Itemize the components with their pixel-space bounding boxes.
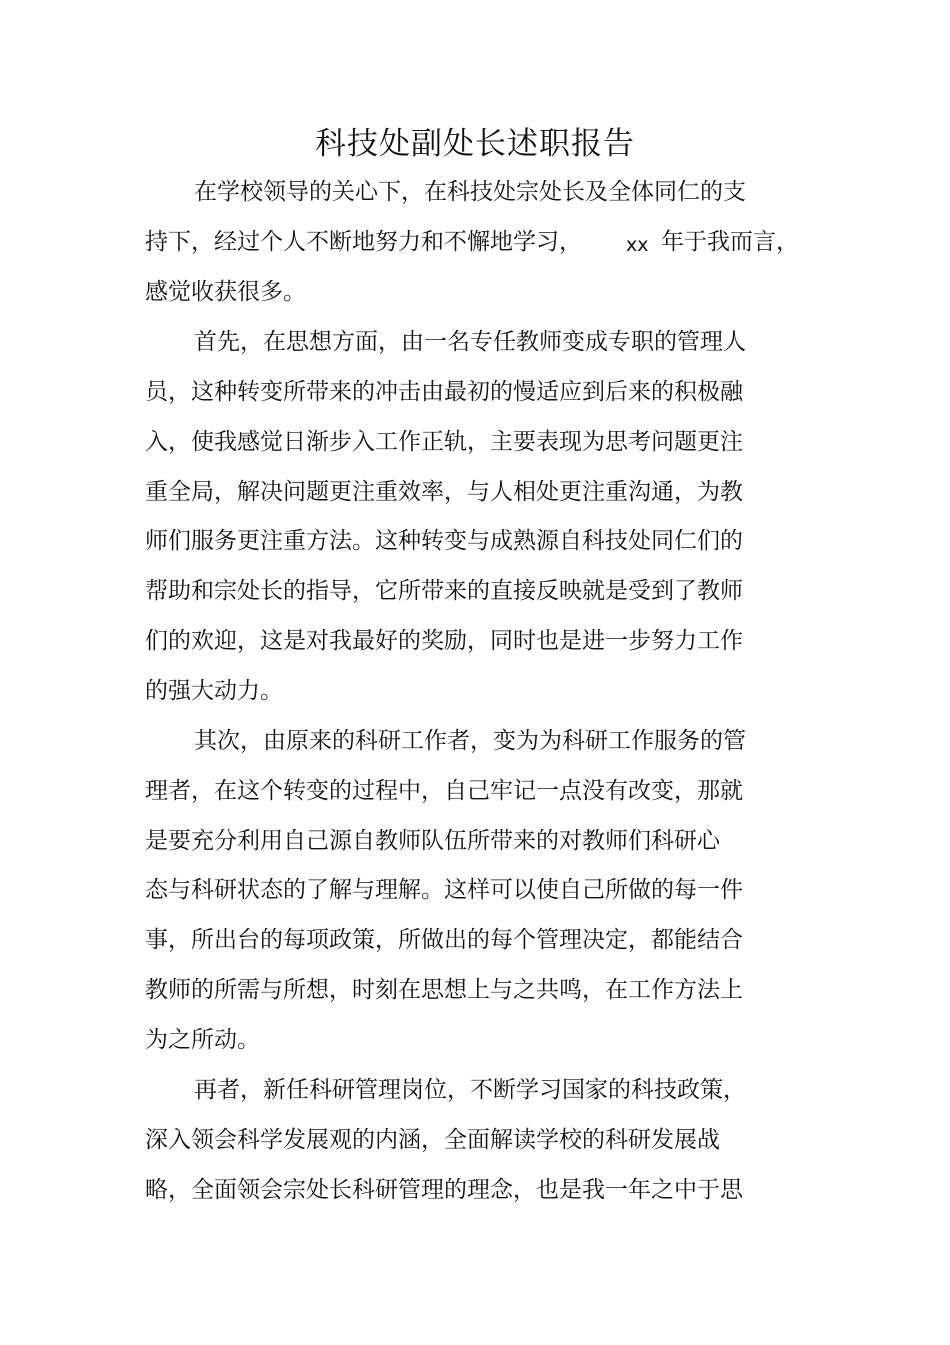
paragraph-4-line-2: 深入领会科学发展观的内涵，全面解读学校的科研发展战 — [145, 1127, 720, 1153]
paragraph-1-line-2: 持下，经过个人不断地努力和不懈地学习， — [145, 229, 582, 255]
paragraph-1-line-3: 感觉收获很多。 — [145, 279, 306, 305]
paragraph-3-line-4: 态与科研状态的了解与理解。这样可以使自己所做的每一件 — [145, 877, 743, 903]
paragraph-1-line-1: 在学校领导的关心下，在科技处宗处长及全体同仁的支 — [194, 179, 746, 205]
paragraph-2-line-4: 重全局，解决问题更注重效率，与人相处更注重沟通，为教 — [145, 479, 743, 505]
paragraph-3-line-7: 为之所动。 — [145, 1027, 260, 1053]
paragraph-2-line-5: 师们服务更注重方法。这种转变与成熟源自科技处同仁们的 — [145, 528, 743, 554]
paragraph-3-line-5: 事，所出台的每项政策，所做出的每个管理决定，都能结合 — [145, 927, 743, 953]
paragraph-2-line-3: 入，使我感觉日渐步入工作正轨，主要表现为思考问题更注 — [145, 429, 743, 455]
paragraph-3-line-6: 教师的所需与所想，时刻在思想上与之共鸣，在工作方法上 — [145, 977, 743, 1003]
document-title: 科技处副处长述职报告 — [315, 126, 635, 162]
paragraph-2-line-2: 员，这种转变所带来的冲击由最初的慢适应到后来的积极融 — [145, 379, 743, 405]
paragraph-3-line-3: 是要充分利用自己源自教师队伍所带来的对教师们科研心 — [145, 828, 720, 854]
paragraph-2-line-1: 首先，在思想方面，由一名专任教师变成专职的管理人 — [194, 329, 746, 355]
paragraph-4-line-1: 再者，新任科研管理岗位，不断学习国家的科技政策， — [194, 1077, 746, 1103]
paragraph-2-line-8: 的强大动力。 — [145, 678, 283, 704]
paragraph-2-line-7: 们的欢迎，这是对我最好的奖励，同时也是进一步努力工作 — [145, 628, 743, 654]
paragraph-3-line-2: 理者，在这个转变的过程中，自己牢记一点没有改变，那就 — [145, 778, 743, 804]
paragraph-1-line-2-tail: 年于我而言， — [661, 229, 799, 255]
year-placeholder: xx — [626, 234, 649, 256]
paragraph-4-line-3: 略，全面领会宗处长科研管理的理念，也是我一年之中于思 — [145, 1177, 743, 1203]
paragraph-3-line-1: 其次，由原来的科研工作者，变为为科研工作服务的管 — [194, 728, 746, 754]
paragraph-2-line-6: 帮助和宗处长的指导，它所带来的直接反映就是受到了教师 — [145, 578, 743, 604]
